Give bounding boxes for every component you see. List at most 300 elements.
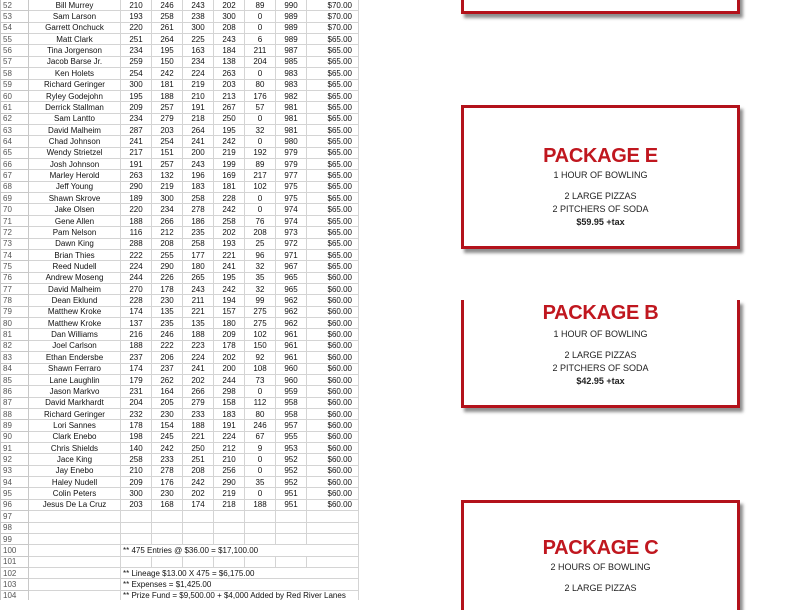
- cell-total[interactable]: 962: [276, 318, 307, 329]
- cell-name[interactable]: Derrick Stallman: [29, 102, 121, 113]
- cell-hcp[interactable]: 32: [245, 124, 276, 135]
- cell-empty[interactable]: [29, 556, 121, 567]
- cell-hcp[interactable]: 32: [245, 261, 276, 272]
- cell-empty[interactable]: [276, 556, 307, 567]
- row-number[interactable]: 104: [1, 590, 29, 600]
- cell-empty[interactable]: [29, 567, 121, 578]
- cell-prize[interactable]: $60.00: [307, 443, 359, 454]
- cell-name[interactable]: David Markhardt: [29, 397, 121, 408]
- cell-total[interactable]: 983: [276, 79, 307, 90]
- cell-total[interactable]: 960: [276, 363, 307, 374]
- cell-total[interactable]: 972: [276, 238, 307, 249]
- row-number[interactable]: 64: [1, 136, 29, 147]
- cell-empty[interactable]: [245, 533, 276, 544]
- cell-empty[interactable]: [307, 522, 359, 533]
- cell-g3[interactable]: 241: [183, 136, 214, 147]
- cell-g3[interactable]: 219: [183, 79, 214, 90]
- cell-g4[interactable]: 218: [214, 499, 245, 510]
- cell-g4[interactable]: 244: [214, 374, 245, 385]
- cell-hcp[interactable]: 92: [245, 352, 276, 363]
- cell-empty[interactable]: [121, 522, 152, 533]
- cell-g4[interactable]: 256: [214, 465, 245, 476]
- row-number[interactable]: 78: [1, 295, 29, 306]
- row-number[interactable]: 97: [1, 511, 29, 522]
- cell-g1[interactable]: 188: [121, 340, 152, 351]
- cell-hcp[interactable]: 0: [245, 68, 276, 79]
- cell-name[interactable]: Matthew Kroke: [29, 306, 121, 317]
- cell-total[interactable]: 952: [276, 477, 307, 488]
- cell-g2[interactable]: 257: [152, 159, 183, 170]
- cell-g4[interactable]: 208: [214, 22, 245, 33]
- cell-empty[interactable]: [183, 511, 214, 522]
- cell-g1[interactable]: 188: [121, 215, 152, 226]
- cell-empty[interactable]: [214, 556, 245, 567]
- cell-prize[interactable]: $60.00: [307, 363, 359, 374]
- cell-total[interactable]: 989: [276, 22, 307, 33]
- cell-g1[interactable]: 178: [121, 420, 152, 431]
- cell-hcp[interactable]: 246: [245, 420, 276, 431]
- row-number[interactable]: 69: [1, 193, 29, 204]
- cell-empty[interactable]: [183, 556, 214, 567]
- cell-total[interactable]: 980: [276, 136, 307, 147]
- row-number[interactable]: 72: [1, 227, 29, 238]
- cell-g4[interactable]: 191: [214, 420, 245, 431]
- cell-g2[interactable]: 181: [152, 79, 183, 90]
- cell-g3[interactable]: 180: [183, 261, 214, 272]
- cell-g2[interactable]: 154: [152, 420, 183, 431]
- cell-g2[interactable]: 261: [152, 22, 183, 33]
- cell-g1[interactable]: 231: [121, 386, 152, 397]
- cell-total[interactable]: 974: [276, 204, 307, 215]
- cell-prize[interactable]: $65.00: [307, 261, 359, 272]
- cell-g2[interactable]: 178: [152, 283, 183, 294]
- cell-hcp[interactable]: 102: [245, 329, 276, 340]
- cell-empty[interactable]: [152, 522, 183, 533]
- cell-g1[interactable]: 174: [121, 363, 152, 374]
- cell-prize[interactable]: $65.00: [307, 136, 359, 147]
- row-number[interactable]: 88: [1, 408, 29, 419]
- cell-hcp[interactable]: 208: [245, 227, 276, 238]
- cell-g3[interactable]: 241: [183, 363, 214, 374]
- cell-name[interactable]: Ethan Endersbe: [29, 352, 121, 363]
- cell-g4[interactable]: 290: [214, 477, 245, 488]
- cell-g1[interactable]: 209: [121, 102, 152, 113]
- cell-g1[interactable]: 210: [121, 0, 152, 11]
- cell-total[interactable]: 962: [276, 295, 307, 306]
- cell-prize[interactable]: $60.00: [307, 329, 359, 340]
- cell-total[interactable]: 979: [276, 159, 307, 170]
- cell-total[interactable]: 975: [276, 193, 307, 204]
- row-number[interactable]: 53: [1, 11, 29, 22]
- cell-hcp[interactable]: 67: [245, 431, 276, 442]
- cell-prize[interactable]: $70.00: [307, 22, 359, 33]
- cell-empty[interactable]: [245, 511, 276, 522]
- cell-g1[interactable]: 217: [121, 147, 152, 158]
- cell-g2[interactable]: 257: [152, 102, 183, 113]
- cell-total[interactable]: 958: [276, 397, 307, 408]
- cell-g1[interactable]: 254: [121, 68, 152, 79]
- cell-total[interactable]: 961: [276, 340, 307, 351]
- cell-total[interactable]: 989: [276, 34, 307, 45]
- cell-name[interactable]: Andrew Moseng: [29, 272, 121, 283]
- cell-prize[interactable]: $60.00: [307, 477, 359, 488]
- cell-g2[interactable]: 290: [152, 261, 183, 272]
- cell-hcp[interactable]: 80: [245, 408, 276, 419]
- cell-g4[interactable]: 180: [214, 318, 245, 329]
- cell-g1[interactable]: 198: [121, 431, 152, 442]
- row-number[interactable]: 101: [1, 556, 29, 567]
- cell-hcp[interactable]: 0: [245, 11, 276, 22]
- cell-g3[interactable]: 242: [183, 477, 214, 488]
- cell-g2[interactable]: 151: [152, 147, 183, 158]
- cell-name[interactable]: Dean Eklund: [29, 295, 121, 306]
- cell-name[interactable]: David Malheim: [29, 124, 121, 135]
- cell-g1[interactable]: 251: [121, 34, 152, 45]
- cell-prize[interactable]: $60.00: [307, 386, 359, 397]
- cell-g3[interactable]: 224: [183, 68, 214, 79]
- cell-g2[interactable]: 242: [152, 68, 183, 79]
- cell-total[interactable]: 957: [276, 420, 307, 431]
- cell-g4[interactable]: 224: [214, 431, 245, 442]
- cell-prize[interactable]: $60.00: [307, 397, 359, 408]
- cell-empty[interactable]: [245, 522, 276, 533]
- cell-g1[interactable]: 263: [121, 170, 152, 181]
- cell-g1[interactable]: 179: [121, 374, 152, 385]
- cell-empty[interactable]: [307, 511, 359, 522]
- cell-total[interactable]: 951: [276, 488, 307, 499]
- cell-g4[interactable]: 157: [214, 306, 245, 317]
- cell-g1[interactable]: 259: [121, 56, 152, 67]
- cell-total[interactable]: 965: [276, 283, 307, 294]
- cell-hcp[interactable]: 89: [245, 0, 276, 11]
- cell-empty[interactable]: [245, 556, 276, 567]
- cell-name[interactable]: Jason Markvo: [29, 386, 121, 397]
- cell-name[interactable]: David Malheim: [29, 283, 121, 294]
- cell-total[interactable]: 961: [276, 352, 307, 363]
- cell-g3[interactable]: 177: [183, 249, 214, 260]
- cell-g4[interactable]: 178: [214, 340, 245, 351]
- row-number[interactable]: 70: [1, 204, 29, 215]
- cell-g3[interactable]: 221: [183, 431, 214, 442]
- cell-prize[interactable]: $65.00: [307, 238, 359, 249]
- cell-g4[interactable]: 194: [214, 295, 245, 306]
- cell-g4[interactable]: 209: [214, 329, 245, 340]
- cell-prize[interactable]: $60.00: [307, 318, 359, 329]
- cell-total[interactable]: 952: [276, 454, 307, 465]
- cell-total[interactable]: 981: [276, 102, 307, 113]
- cell-empty[interactable]: [29, 579, 121, 590]
- cell-g3[interactable]: 188: [183, 420, 214, 431]
- cell-g2[interactable]: 246: [152, 0, 183, 11]
- cell-total[interactable]: 989: [276, 11, 307, 22]
- row-number[interactable]: 62: [1, 113, 29, 124]
- cell-total[interactable]: 990: [276, 0, 307, 11]
- cell-total[interactable]: 962: [276, 306, 307, 317]
- cell-empty[interactable]: [183, 522, 214, 533]
- row-number[interactable]: 80: [1, 318, 29, 329]
- cell-g3[interactable]: 235: [183, 227, 214, 238]
- cell-g2[interactable]: 226: [152, 272, 183, 283]
- cell-g2[interactable]: 222: [152, 340, 183, 351]
- row-number[interactable]: 54: [1, 22, 29, 33]
- cell-g1[interactable]: 137: [121, 318, 152, 329]
- cell-hcp[interactable]: 217: [245, 170, 276, 181]
- cell-prize[interactable]: $65.00: [307, 249, 359, 260]
- cell-name[interactable]: Lori Sannes: [29, 420, 121, 431]
- cell-name[interactable]: Matthew Kroke: [29, 318, 121, 329]
- cell-prize[interactable]: $65.00: [307, 227, 359, 238]
- cell-empty[interactable]: [152, 511, 183, 522]
- cell-g3[interactable]: 208: [183, 465, 214, 476]
- cell-g3[interactable]: 163: [183, 45, 214, 56]
- row-number[interactable]: 87: [1, 397, 29, 408]
- cell-name[interactable]: Jesus De La Cruz: [29, 499, 121, 510]
- cell-g3[interactable]: 250: [183, 443, 214, 454]
- note-cell[interactable]: ** Prize Fund = $9,500.00 + $4,000 Added by Red River Lanes: [121, 590, 359, 600]
- row-number[interactable]: 71: [1, 215, 29, 226]
- cell-g3[interactable]: 210: [183, 90, 214, 101]
- cell-hcp[interactable]: 96: [245, 249, 276, 260]
- note-cell[interactable]: ** Expenses = $1,425.00: [121, 579, 359, 590]
- cell-g2[interactable]: 255: [152, 249, 183, 260]
- cell-name[interactable]: Jeff Young: [29, 181, 121, 192]
- cell-g3[interactable]: 238: [183, 11, 214, 22]
- cell-g1[interactable]: 222: [121, 249, 152, 260]
- cell-name[interactable]: Haley Nudell: [29, 477, 121, 488]
- row-number[interactable]: 103: [1, 579, 29, 590]
- cell-empty[interactable]: [276, 522, 307, 533]
- cell-hcp[interactable]: 150: [245, 340, 276, 351]
- cell-hcp[interactable]: 275: [245, 306, 276, 317]
- cell-total[interactable]: 961: [276, 329, 307, 340]
- cell-name[interactable]: Pam Nelson: [29, 227, 121, 238]
- cell-g3[interactable]: 266: [183, 386, 214, 397]
- cell-g2[interactable]: 168: [152, 499, 183, 510]
- row-number[interactable]: 83: [1, 352, 29, 363]
- cell-prize[interactable]: $65.00: [307, 34, 359, 45]
- cell-prize[interactable]: $60.00: [307, 465, 359, 476]
- cell-g3[interactable]: 243: [183, 0, 214, 11]
- row-number[interactable]: 102: [1, 567, 29, 578]
- cell-empty[interactable]: [214, 522, 245, 533]
- row-number[interactable]: 82: [1, 340, 29, 351]
- cell-prize[interactable]: $60.00: [307, 408, 359, 419]
- row-number[interactable]: 61: [1, 102, 29, 113]
- row-number[interactable]: 95: [1, 488, 29, 499]
- cell-hcp[interactable]: 32: [245, 283, 276, 294]
- cell-g3[interactable]: 211: [183, 295, 214, 306]
- cell-g4[interactable]: 300: [214, 11, 245, 22]
- cell-g2[interactable]: 245: [152, 431, 183, 442]
- cell-g4[interactable]: 193: [214, 238, 245, 249]
- cell-g4[interactable]: 298: [214, 386, 245, 397]
- cell-total[interactable]: 951: [276, 499, 307, 510]
- cell-hcp[interactable]: 192: [245, 147, 276, 158]
- cell-g2[interactable]: 266: [152, 215, 183, 226]
- cell-hcp[interactable]: 0: [245, 204, 276, 215]
- cell-g3[interactable]: 196: [183, 170, 214, 181]
- cell-g1[interactable]: 258: [121, 454, 152, 465]
- cell-name[interactable]: Shawn Skrove: [29, 193, 121, 204]
- cell-g2[interactable]: 233: [152, 454, 183, 465]
- cell-total[interactable]: 981: [276, 113, 307, 124]
- cell-prize[interactable]: $65.00: [307, 204, 359, 215]
- cell-g4[interactable]: 202: [214, 0, 245, 11]
- cell-g4[interactable]: 219: [214, 488, 245, 499]
- cell-prize[interactable]: $65.00: [307, 124, 359, 135]
- row-number[interactable]: 92: [1, 454, 29, 465]
- cell-g4[interactable]: 242: [214, 136, 245, 147]
- row-number[interactable]: 74: [1, 249, 29, 260]
- row-number[interactable]: 91: [1, 443, 29, 454]
- cell-name[interactable]: Chris Shields: [29, 443, 121, 454]
- row-number[interactable]: 85: [1, 374, 29, 385]
- cell-name[interactable]: Josh Johnson: [29, 159, 121, 170]
- cell-name[interactable]: Joel Carlson: [29, 340, 121, 351]
- cell-g1[interactable]: 270: [121, 283, 152, 294]
- cell-name[interactable]: Brian Thies: [29, 249, 121, 260]
- cell-prize[interactable]: $65.00: [307, 56, 359, 67]
- cell-g2[interactable]: 150: [152, 56, 183, 67]
- cell-name[interactable]: Jacob Barse Jr.: [29, 56, 121, 67]
- cell-g1[interactable]: 203: [121, 499, 152, 510]
- cell-g1[interactable]: 220: [121, 22, 152, 33]
- cell-prize[interactable]: $60.00: [307, 488, 359, 499]
- cell-g3[interactable]: 200: [183, 147, 214, 158]
- cell-g4[interactable]: 184: [214, 45, 245, 56]
- row-number[interactable]: 75: [1, 261, 29, 272]
- cell-empty[interactable]: [121, 556, 152, 567]
- cell-g3[interactable]: 191: [183, 102, 214, 113]
- cell-hcp[interactable]: 73: [245, 374, 276, 385]
- cell-prize[interactable]: $60.00: [307, 295, 359, 306]
- cell-hcp[interactable]: 0: [245, 386, 276, 397]
- cell-empty[interactable]: [121, 511, 152, 522]
- cell-g3[interactable]: 225: [183, 34, 214, 45]
- row-number[interactable]: 93: [1, 465, 29, 476]
- cell-g3[interactable]: 223: [183, 340, 214, 351]
- cell-g3[interactable]: 188: [183, 329, 214, 340]
- cell-g1[interactable]: 140: [121, 443, 152, 454]
- cell-g2[interactable]: 230: [152, 295, 183, 306]
- cell-g3[interactable]: 265: [183, 272, 214, 283]
- cell-name[interactable]: Gene Allen: [29, 215, 121, 226]
- cell-hcp[interactable]: 35: [245, 272, 276, 283]
- cell-name[interactable]: Ryley Godejohn: [29, 90, 121, 101]
- cell-g1[interactable]: 237: [121, 352, 152, 363]
- cell-prize[interactable]: $65.00: [307, 68, 359, 79]
- cell-hcp[interactable]: 89: [245, 159, 276, 170]
- cell-empty[interactable]: [183, 533, 214, 544]
- cell-name[interactable]: Bill Murrey: [29, 0, 121, 11]
- cell-prize[interactable]: $60.00: [307, 272, 359, 283]
- cell-g1[interactable]: 300: [121, 488, 152, 499]
- cell-g2[interactable]: 219: [152, 181, 183, 192]
- cell-g4[interactable]: 258: [214, 215, 245, 226]
- cell-hcp[interactable]: 102: [245, 181, 276, 192]
- cell-prize[interactable]: $65.00: [307, 113, 359, 124]
- cell-name[interactable]: Ken Holets: [29, 68, 121, 79]
- cell-g4[interactable]: 199: [214, 159, 245, 170]
- cell-g1[interactable]: 174: [121, 306, 152, 317]
- cell-total[interactable]: 975: [276, 181, 307, 192]
- cell-prize[interactable]: $65.00: [307, 193, 359, 204]
- row-number[interactable]: 52: [1, 0, 29, 11]
- row-number[interactable]: 94: [1, 477, 29, 488]
- cell-g1[interactable]: 209: [121, 477, 152, 488]
- cell-g2[interactable]: 258: [152, 11, 183, 22]
- cell-empty[interactable]: [121, 533, 152, 544]
- cell-g3[interactable]: 251: [183, 454, 214, 465]
- cell-hcp[interactable]: 0: [245, 136, 276, 147]
- cell-prize[interactable]: $70.00: [307, 0, 359, 11]
- cell-name[interactable]: Dan Williams: [29, 329, 121, 340]
- cell-g4[interactable]: 181: [214, 181, 245, 192]
- cell-g2[interactable]: 264: [152, 34, 183, 45]
- row-number[interactable]: 99: [1, 533, 29, 544]
- cell-prize[interactable]: $60.00: [307, 454, 359, 465]
- cell-g2[interactable]: 212: [152, 227, 183, 238]
- cell-empty[interactable]: [276, 533, 307, 544]
- cell-g3[interactable]: 202: [183, 488, 214, 499]
- row-number[interactable]: 86: [1, 386, 29, 397]
- cell-prize[interactable]: $65.00: [307, 90, 359, 101]
- cell-g1[interactable]: 191: [121, 159, 152, 170]
- cell-g1[interactable]: 224: [121, 261, 152, 272]
- cell-g4[interactable]: 210: [214, 454, 245, 465]
- cell-g1[interactable]: 234: [121, 45, 152, 56]
- cell-g4[interactable]: 243: [214, 34, 245, 45]
- cell-g4[interactable]: 158: [214, 397, 245, 408]
- cell-g4[interactable]: 195: [214, 124, 245, 135]
- row-number[interactable]: 81: [1, 329, 29, 340]
- cell-g1[interactable]: 290: [121, 181, 152, 192]
- cell-name[interactable]: Jace King: [29, 454, 121, 465]
- cell-empty[interactable]: [29, 511, 121, 522]
- cell-prize[interactable]: $60.00: [307, 352, 359, 363]
- row-number[interactable]: 68: [1, 181, 29, 192]
- row-number[interactable]: 57: [1, 56, 29, 67]
- cell-g2[interactable]: 300: [152, 193, 183, 204]
- cell-empty[interactable]: [152, 533, 183, 544]
- cell-g1[interactable]: 241: [121, 136, 152, 147]
- cell-g1[interactable]: 210: [121, 465, 152, 476]
- row-number[interactable]: 76: [1, 272, 29, 283]
- cell-empty[interactable]: [214, 511, 245, 522]
- note-cell[interactable]: ** 475 Entries @ $36.00 = $17,100.00: [121, 545, 359, 556]
- row-number[interactable]: 98: [1, 522, 29, 533]
- cell-g1[interactable]: 220: [121, 204, 152, 215]
- cell-g2[interactable]: 279: [152, 113, 183, 124]
- cell-g3[interactable]: 278: [183, 204, 214, 215]
- cell-name[interactable]: Clark Enebo: [29, 431, 121, 442]
- cell-total[interactable]: 952: [276, 465, 307, 476]
- cell-name[interactable]: Matt Clark: [29, 34, 121, 45]
- cell-g4[interactable]: 221: [214, 249, 245, 260]
- cell-name[interactable]: Marley Herold: [29, 170, 121, 181]
- cell-name[interactable]: Richard Geringer: [29, 408, 121, 419]
- cell-total[interactable]: 959: [276, 386, 307, 397]
- cell-empty[interactable]: [307, 556, 359, 567]
- cell-g3[interactable]: 174: [183, 499, 214, 510]
- cell-total[interactable]: 960: [276, 374, 307, 385]
- cell-hcp[interactable]: 112: [245, 397, 276, 408]
- cell-g3[interactable]: 243: [183, 159, 214, 170]
- cell-hcp[interactable]: 0: [245, 22, 276, 33]
- cell-prize[interactable]: $60.00: [307, 499, 359, 510]
- cell-g2[interactable]: 206: [152, 352, 183, 363]
- cell-hcp[interactable]: 80: [245, 79, 276, 90]
